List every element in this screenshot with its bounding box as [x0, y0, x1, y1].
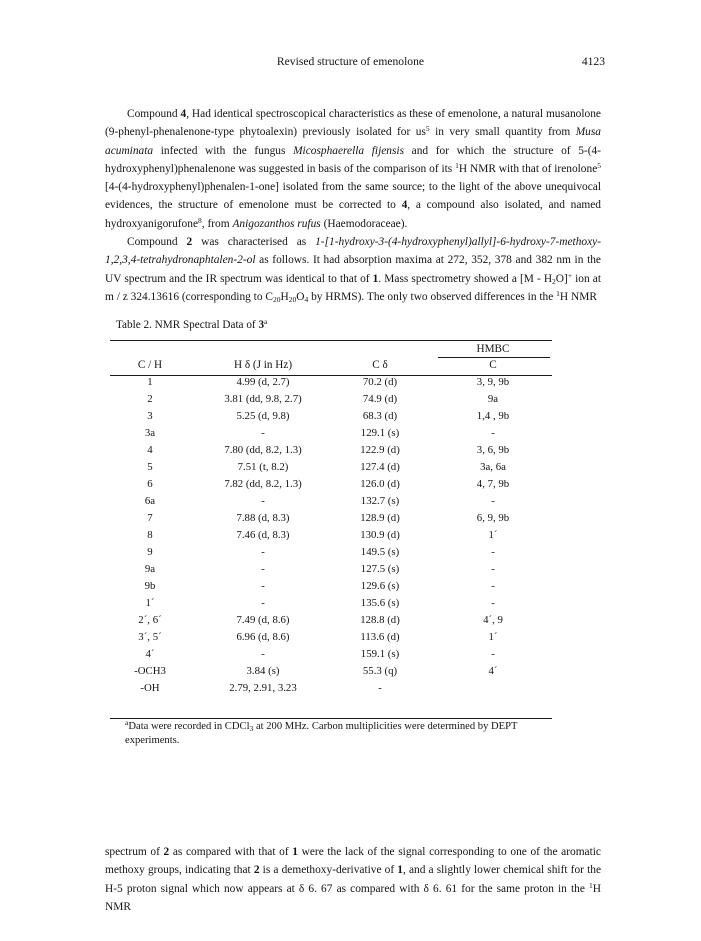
- table-row: -OH 2.79, 2.91, 3.23 -: [140, 682, 382, 694]
- table-row: 5 7.51 (t, 8.2) 127.4 (d) 3a, 6a: [147, 461, 506, 473]
- table-row: 6 7.82 (dd, 8.2, 1.3) 126.0 (d) 4, 7, 9b: [147, 478, 510, 490]
- table-row: 3 5.25 (d, 9.8) 68.3 (d) 1,4 , 9b: [147, 410, 510, 422]
- page-number: 4123: [581, 55, 605, 68]
- paragraph-compound-2: Compound 2 was characterised as 1-[1-hydroxy-3-(4-hydroxyphenyl)allyl]-6-hydroxy-7-methoxy-1,2,3,4-tetrahydronaphtalen-2-ol as follows. It had absorption maxima at 272, 352, 378 and 382 nm in the UV spectrum and the IR spectrum was identical to that of 1. Mass spectrometry showed a $[M - H_2O]^+$ ion at m / z 324.13616 (corresponding to $C_{20}H_{20}O_4$ by HRMS). The only two observed differences in the $^1$H NMR: [105, 236, 601, 304]
- table-row: 7 7.88 (d, 8.3) 128.9 (d) 6, 9, 9b: [147, 512, 510, 524]
- table-row: 8 7.46 (d, 8.3) 130.9 (d) 1´: [147, 529, 498, 541]
- running-head: [0, 55, 701, 71]
- table-row: -OCH3 3.84 (s) 55.3 (q) 4´: [134, 665, 498, 677]
- table-caption: Table 2. NMR Spectral Data of 3$^a$: [116, 317, 268, 331]
- table-body: [0, 376, 701, 699]
- table-footnote: $^a$Data were recorded in CDCl$_3$ at 200 MHz. Carbon multiplicities were determined by DEPT experiments.: [125, 718, 518, 746]
- table-row: 9b - 129.6 (s) -: [144, 580, 495, 592]
- table-row: 6a - 132.7 (s) -: [144, 495, 495, 507]
- running-title: Revised structure of emenolone: [276, 55, 425, 68]
- paragraph-continuation: spectrum of 2 as compared with that of 1 were the lack of the signal corresponding to one of the aromatic methoxy groups, indicating that 2 is a demethoxy-derivative of 1, and a slightly lower chemical shift for the H-5 proton signal which now appears at δ 6. 67 as compared with δ 6. 61 for the same proton in the $^1$H NMR: [105, 846, 601, 913]
- table-row: 1´ - 135.6 (s) -: [145, 597, 495, 609]
- table-row: 4´ - 159.1 (s) -: [145, 648, 495, 660]
- column-header-position: C / H: [137, 359, 163, 371]
- paragraph-compound-4: Compound 4, Had identical spectroscopical characteristics as these of emenolone, a natural musanolone (9-phenyl-phenalenone-type phytoalexin) previously isolated for $us^5$ in very small quantity from Musa acuminata infected with the fungus Micosphaerella fijensis and for which the structure of 5-(4-hydroxyphenyl)phenalenone was suggested in basis of the comparison of its $^1$H NMR with that of irenolone$^5$ [4-(4-hydroxyphenyl)phenalen-1-one] isolated from the same source; to the light of the above unequivocal evidences, the structure of emenolone must be corrected to 4, a compound also isolated, and named hydroxyanigorufone$^8$, from Anigozanthos rufus (Haemodoraceae).: [105, 108, 601, 230]
- table-row: 4 7.80 (dd, 8.2, 1.3) 122.9 (d) 3, 6, 9b: [147, 444, 510, 456]
- table-top-rule: [110, 340, 552, 341]
- body-text-bottom: [105, 843, 601, 916]
- table-row: 2 3.81 (dd, 9.8, 2.7) 74.9 (d) 9a: [147, 393, 499, 405]
- column-header-proton-shift: H δ (J in Hz): [233, 359, 293, 371]
- table-row: 3a - 129.1 (s) -: [144, 427, 495, 439]
- table-row: 9a - 127.5 (s) -: [144, 563, 495, 575]
- table-row: 1 4.99 (d, 2.7) 70.2 (d) 3, 9, 9b: [147, 376, 510, 388]
- hmbc-group-header: HMBC: [476, 343, 510, 355]
- table-bottom-rule: [110, 718, 552, 719]
- table-row: 9 - 149.5 (s) -: [147, 546, 495, 558]
- column-header-carbon-shift: C δ: [372, 359, 388, 371]
- column-header-hmbc-carbon: C: [489, 359, 497, 371]
- hmbc-group-rule: [438, 357, 550, 358]
- table-row: 2´, 6´ 7.49 (d, 8.6) 128.8 (d) 4´, 9: [138, 614, 503, 626]
- table-row: 3´, 5´ 6.96 (d, 8.6) 113.6 (d) 1´: [138, 631, 498, 643]
- body-text-top: [105, 105, 601, 306]
